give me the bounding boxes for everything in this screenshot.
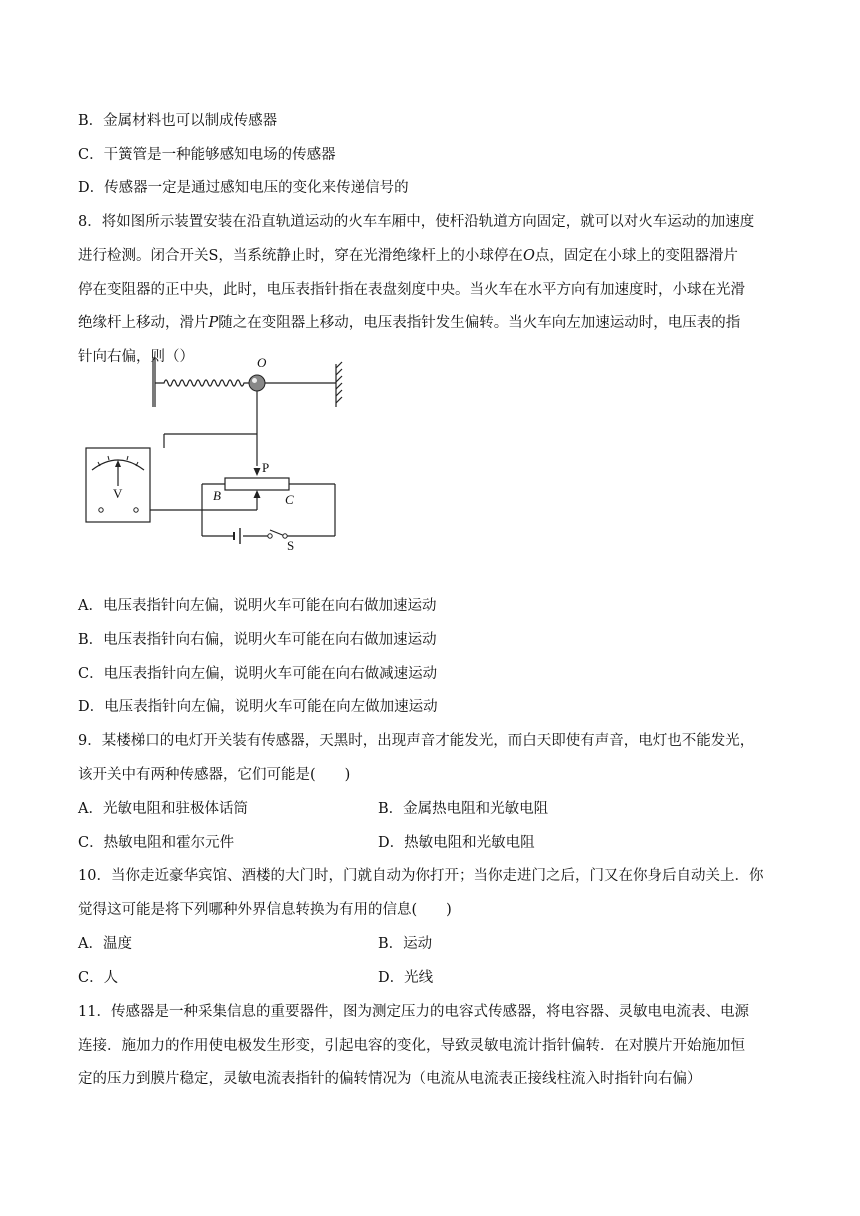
label-v: V: [113, 486, 123, 501]
q10-stem-line-1: 10．当你走近豪华宾馆、酒楼的大门时，门就自动为你打开；当你走进门之后，门又在你身后自动关上．你: [78, 868, 764, 884]
q10-option-a: A．温度: [78, 936, 132, 952]
q9-option-c: C．热敏电阻和霍尔元件: [78, 835, 235, 851]
q8-stem-line-2: 进行检测。闭合开关S，当系统静止时，穿在光滑绝缘杆上的小球停在O点，固定在小球上的变阻器滑片: [78, 248, 738, 264]
q9-stem-line-2: 该开关中有两种传感器，它们可能是( ): [78, 767, 351, 783]
q10-option-b: B．运动: [378, 936, 433, 952]
q11-stem-line-2: 连接．施加力的作用使电极发生形变，引起电容的变化，导致灵敏电流计指针偏转．在对膜片开始施加恒: [78, 1038, 745, 1054]
q9-option-d: D．热敏电阻和光敏电阻: [378, 835, 535, 851]
q11-stem-line-1: 11．传感器是一种采集信息的重要器件，图为测定压力的电容式传感器，将电容器、灵敏电电流表、电源: [78, 1004, 749, 1020]
q9-option-a: A．光敏电阻和驻极体话筒: [78, 801, 248, 817]
q7-option-d: D．传感器一定是通过感知电压的变化来传递信号的: [78, 180, 409, 196]
q8-stem-line-1: 8．将如图所示装置安装在沿直轨道运动的火车车厢中，使杆沿轨道方向固定，就可以对火车运动的加速度: [78, 214, 755, 230]
q7-option-c: C．干簧管是一种能够感知电场的传感器: [78, 147, 336, 163]
q9-stem-line-1: 9．某楼梯口的电灯开关装有传感器，天黑时，出现声音才能发光，而白天即使有声音，电灯也不能发光，: [78, 733, 755, 749]
q7-option-b: B．金属材料也可以制成传感器: [78, 113, 278, 129]
q8-option-d: D．电压表指针向左偏，说明火车可能在向左做加速运动: [78, 699, 438, 715]
accelerometer-circuit-figure: [80, 350, 350, 550]
q9-option-b: B．金属热电阻和光敏电阻: [378, 801, 549, 817]
label-o: O: [257, 355, 267, 370]
q8-stem-line-5: 针向右偏，则（）: [78, 349, 194, 365]
q8-option-c: C．电压表指针向左偏，说明火车可能在向右做减速运动: [78, 666, 438, 682]
label-s: S: [287, 538, 295, 550]
q11-stem-line-3: 定的压力到膜片稳定，灵敏电流表指针的偏转情况为（电流从电流表正接线柱流入时指针向右偏）: [78, 1071, 702, 1087]
q10-option-d: D．光线: [378, 970, 434, 986]
spring: [155, 380, 250, 386]
q8-stem-line-4: 绝缘杆上移动，滑片P随之在变阻器上移动，电压表指针发生偏转。当火车向左加速运动时，电压表的指: [78, 315, 741, 331]
q8-option-b: B．电压表指针向右偏，说明火车可能在向右做加速运动: [78, 632, 437, 648]
q8-option-a: A．电压表指针向左偏，说明火车可能在向右做加速运动: [78, 598, 437, 614]
label-p: P: [262, 460, 270, 475]
label-b: B: [213, 488, 221, 503]
q8-stem-line-3: 停在变阻器的正中央，此时，电压表指针指在表盘刻度中央。当火车在水平方向有加速度时，小球在光滑: [78, 282, 745, 298]
ball: [249, 375, 265, 391]
q10-stem-line-2: 觉得这可能是将下列哪种外界信息转换为有用的信息( ): [78, 902, 452, 918]
q10-option-c: C．人: [78, 970, 119, 986]
label-c: C: [285, 492, 294, 507]
